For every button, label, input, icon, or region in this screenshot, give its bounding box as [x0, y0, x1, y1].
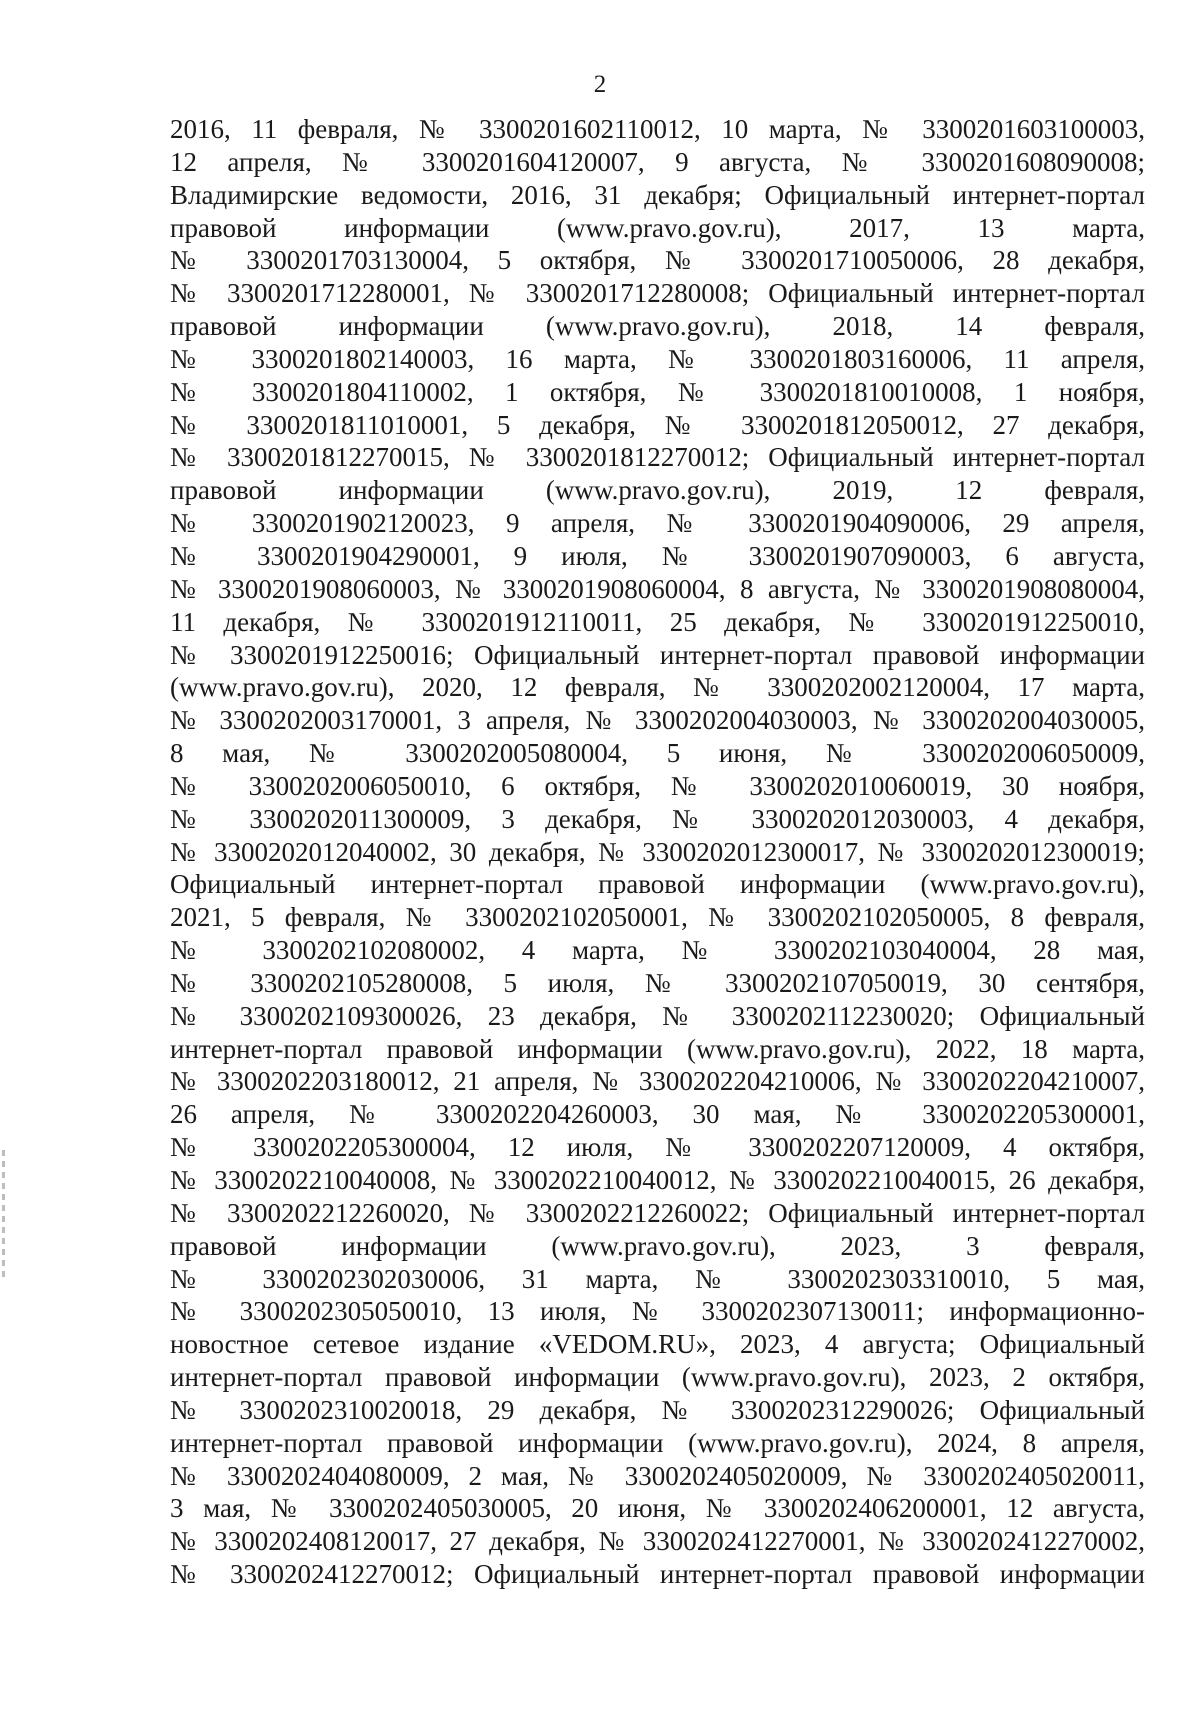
text-line: интернет-портал правовой информации (www.pravo.gov.ru), 2022, 18 марта, — [170, 1033, 1145, 1064]
text-line: 2016, 11 февраля, № 3300201602110012, 10 марта, № 3300201603100003, — [170, 114, 1145, 144]
text-line: новостное сетевое издание «VEDOM.RU», 2023, 4 августа; Официальный — [170, 1329, 1145, 1360]
text-line: Официальный интернет-портал правовой информации (www.pravo.gov.ru), — [170, 869, 1145, 900]
text-line: № 3300201804110002, 1 октября, № 3300201810010008, 1 ноября, — [170, 376, 1145, 407]
text-line: № 3300202105280008, 5 июля, № 3300202107050019, 30 сентября, — [170, 967, 1145, 998]
text-line: 26 апреля, № 3300202204260003, 30 мая, № 3300202205300001, — [170, 1099, 1145, 1130]
text-line: интернет-портал правовой информации (www.pravo.gov.ru), 2023, 2 октября, — [170, 1362, 1145, 1393]
text-line: № 3300202003170001, 3 апреля, № 3300202004030003, № 3300202004030005, — [170, 705, 1145, 736]
text-line: № 3300201712280001, № 3300201712280008; Официальный интернет-портал — [170, 278, 1145, 309]
text-line: № 3300202404080009, 2 мая, № 3300202405020009, № 3300202405020011, — [170, 1460, 1145, 1491]
text-line: № 3300202205300004, 12 июля, № 3300202207120009, 4 октября, — [170, 1132, 1145, 1163]
text-line: 8 мая, № 3300202005080004, 5 июня, № 3300202006050009, — [170, 738, 1145, 769]
text-line: № 3300201703130004, 5 октября, № 3300201710050006, 28 декабря, — [170, 245, 1145, 276]
text-line: № 3300202305050010, 13 июля, № 3300202307130011; информационно- — [170, 1296, 1145, 1327]
scan-margin-mark — [2, 1150, 5, 1280]
text-line: № 3300202302030006, 31 марта, № 3300202303310010, 5 мая, — [170, 1263, 1145, 1294]
text-line: № 3300201908060003, № 3300201908060004, 8 августа, № 3300201908080004, — [170, 573, 1145, 604]
text-line: Владимирские ведомости, 2016, 31 декабря; Официальный интернет-портал — [170, 179, 1145, 210]
text-line: № 3300202408120017, 27 декабря, № 3300202412270001, № 3300202412270002, — [170, 1526, 1145, 1557]
text-line: 11 декабря, № 3300201912110011, 25 декабря, № 3300201912250010, — [170, 606, 1145, 637]
page-number: 2 — [593, 71, 607, 98]
text-line: 12 апреля, № 3300201604120007, 9 августа, № 3300201608090008; — [170, 146, 1145, 177]
text-line: 2021, 5 февраля, № 3300202102050001, № 3300202102050005, 8 февраля, — [170, 902, 1145, 933]
text-line: № 3300202102080002, 4 марта, № 3300202103040004, 28 мая, — [170, 935, 1145, 966]
text-line: (www.pravo.gov.ru), 2020, 12 февраля, № 3300202002120004, 17 марта, — [170, 672, 1145, 703]
text-line: правовой информации (www.pravo.gov.ru), 2019, 12 февраля, — [170, 475, 1145, 506]
text-line: № 3300202012040002, 30 декабря, № 3300202012300017, № 3300202012300019; — [170, 836, 1145, 867]
text-line: № 3300202109300026, 23 декабря, № 3300202112230020; Официальный — [170, 1000, 1145, 1031]
text-line: № 3300201812270015, № 3300201812270012; Официальный интернет-портал — [170, 442, 1145, 473]
text-line: правовой информации (www.pravo.gov.ru), 2023, 3 февраля, — [170, 1230, 1145, 1261]
text-line: № 3300202210040008, № 3300202210040012, № 3300202210040015, 26 декабря, — [170, 1165, 1145, 1195]
text-line: правовой информации (www.pravo.gov.ru), 2017, 13 марта, — [170, 212, 1145, 243]
body-text — [170, 113, 1145, 1591]
text-line: № 3300201902120023, 9 апреля, № 3300201904090006, 29 апреля, — [170, 508, 1145, 539]
text-line: интернет-портал правовой информации (www.pravo.gov.ru), 2024, 8 апреля, — [170, 1427, 1145, 1458]
text-line: № 3300201912250016; Официальный интернет-портал правовой информации — [170, 639, 1145, 670]
text-line: № 3300202203180012, 21 апреля, № 3300202204210006, № 3300202204210007, — [170, 1066, 1145, 1097]
text-line: № 3300202310020018, 29 декабря, № 3300202312290026; Официальный — [170, 1394, 1145, 1425]
text-line: № 3300202011300009, 3 декабря, № 3300202012030003, 4 декабря, — [170, 803, 1145, 834]
text-line: правовой информации (www.pravo.gov.ru), 2018, 14 февраля, — [170, 311, 1145, 342]
text-line: № 3300201904290001, 9 июля, № 3300201907090003, 6 августа, — [170, 540, 1145, 571]
text-line: № 3300201802140003, 16 марта, № 3300201803160006, 11 апреля, — [170, 343, 1145, 374]
text-line: № 3300202006050010, 6 октября, № 3300202010060019, 30 ноября, — [170, 770, 1145, 801]
text-line: 3 мая, № 3300202405030005, 20 июня, № 3300202406200001, 12 августа, — [170, 1493, 1145, 1524]
text-line: № 3300202212260020, № 3300202212260022; Официальный интернет-портал — [170, 1197, 1145, 1228]
text-line: № 3300202412270012; Официальный интернет-портал правовой информации — [170, 1559, 1145, 1590]
text-line: № 3300201811010001, 5 декабря, № 3300201812050012, 27 декабря, — [170, 409, 1145, 440]
